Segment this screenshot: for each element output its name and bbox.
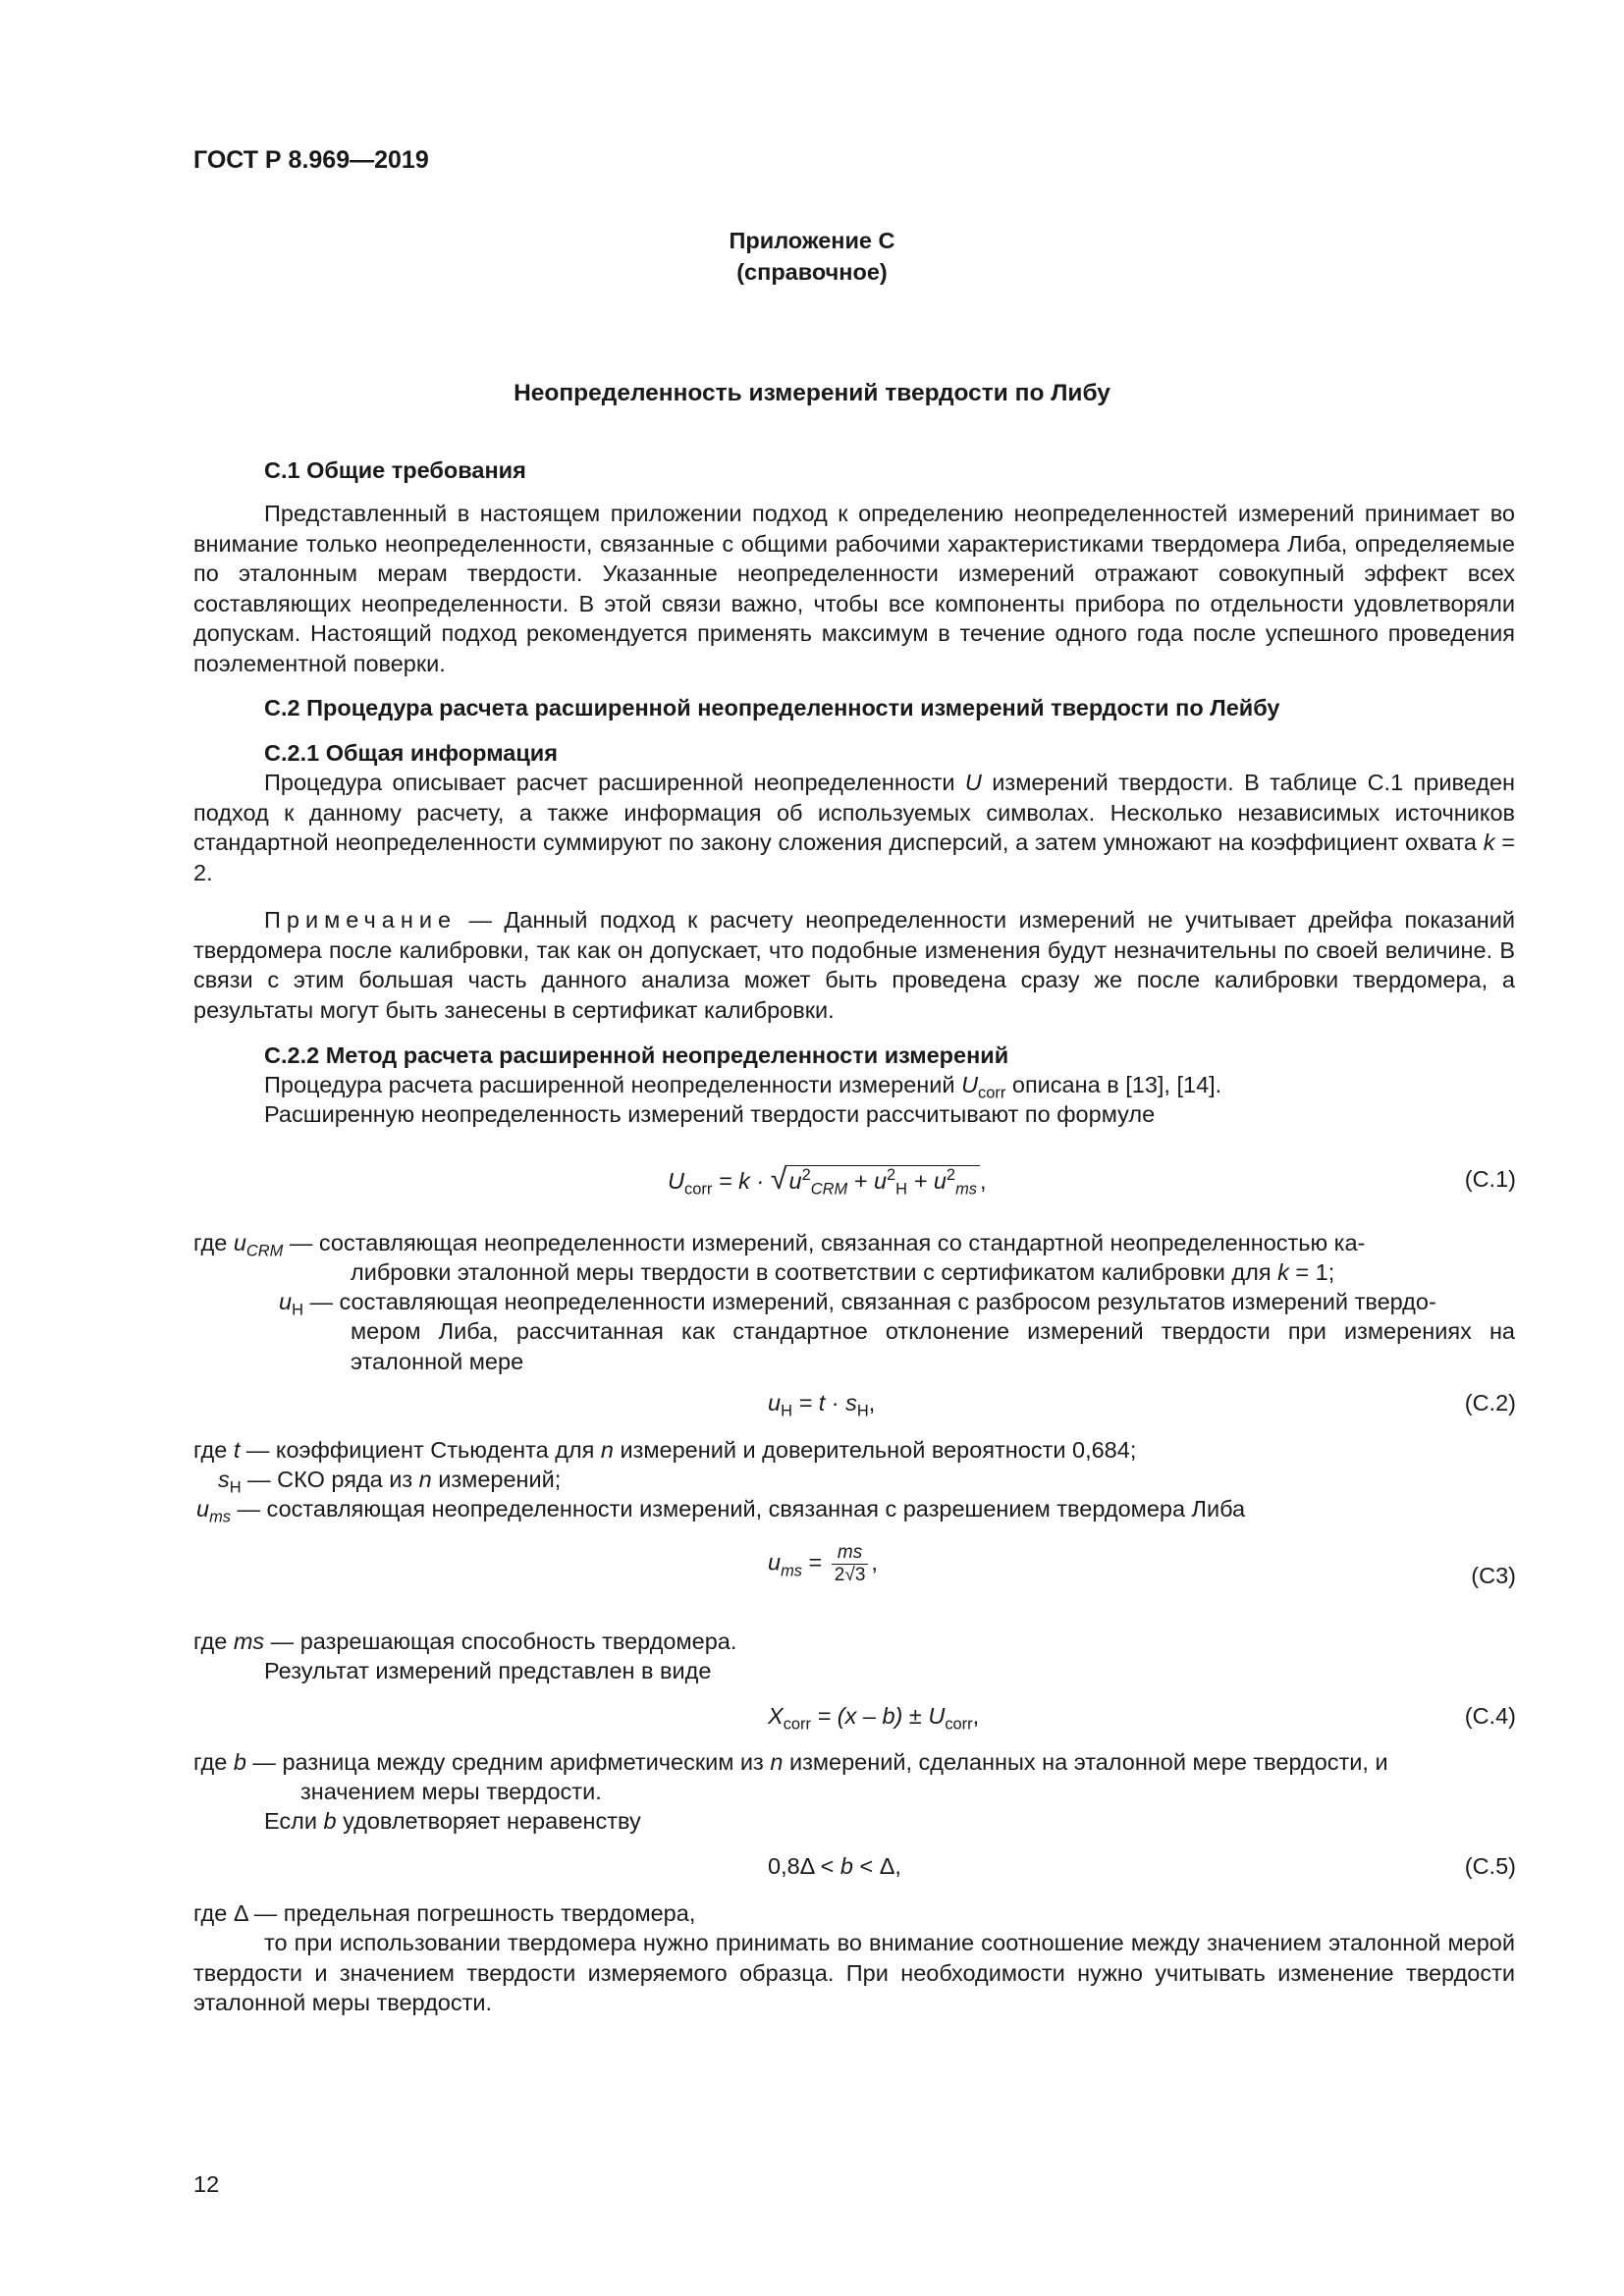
equation-c3-number: (С3) [1471,1563,1516,1588]
where-uh-line1: $u_H$ — составляющая неопределенности измерений, связанная с разбросом результатов измерений твердо- [279,1289,1436,1319]
where-b-line2: значением меры твердости. [300,1779,602,1804]
where-uh-line2: мером Либа, рассчитанная как стандартное отклонение измерений твердости при измерениях на эталонной мере [351,1318,1515,1374]
section-c21-heading: С.2.1 Общая информация [264,740,558,766]
page-number: 12 [193,2171,220,2197]
equation-c4: $X_{corr} = (x - b) \pm U_{corr}$, [768,1703,980,1734]
section-c1-heading: С.1 Общие требования [264,457,526,483]
where-sh-line: $s_H$ — СКО ряда из n измерений; [218,1467,562,1497]
radical-sign: √ [770,1162,787,1196]
where-ms-line: где ms — разрешающая способность твердомера. [193,1629,737,1654]
where-b-line1: где b — разница между средним арифметическим из n измерений, сделанных на эталонной мере твердости, и [193,1749,1388,1775]
equation-c4-number: (С.4) [1464,1703,1516,1729]
final-paragraph: то при использовании твердомера нужно принимать во внимание соотношение между значением эталонной мерой твердости и значением твердости измеряемого образца. При необходимости нужно учитывать изменение твердости эталонной меры твердости. [193,1930,1515,2015]
note-label: Примечание [264,907,458,933]
section-c22-heading: С.2.2 Метод расчета расширенной неопределенности измерений [264,1042,1009,1068]
equation-c2: $u_H = t \cdot s_H$, [768,1390,876,1420]
equation-c1: $U_{corr} = k \cdot √u^2_{CRM} + u^2_H + u^2_{ms}$ , [668,1162,987,1199]
equation-c1-number: (С.1) [1464,1166,1516,1192]
section-c2-heading: С.2 Процедура расчета расширенной неопределенности измерений твердости по Лейбу [264,695,1280,721]
appendix-title: Приложение С [729,228,895,253]
equation-c3-fraction: $\frac{ms}{2√3}$ [832,1542,869,1586]
where-ucrm-line2: либровки эталонной меры твердости в соответствии с сертификатом калибровки для k = 1; [351,1259,1335,1285]
section-c21-text: Процедура описывает расчет расширенной неопределенности U измерений твердости. В таблице С.1 приведен подход к данному расчету, а также информация об используемых символах. Несколько независимых источников стандартной неопределенности суммируют по закону сложения дисперсий, а затем умножают на коэффициент охвата k = 2. [193,770,1515,885]
where-ums-line: $u_{ms}$ — составляющая неопределенности измерений, связанная с разрешением твердомера Либа [196,1496,1246,1526]
section-c1-text: Представленный в настоящем приложении подход к определению неопределенностей измерений принимает во внимание только неопределенности, связанные с общими рабочими характеристиками твердомера Либа, определяемые по эталонным мерам твердости. Указанные неопределенности измерений отражают совокупный эффект всех составляющих неопределенности. В этой связи важно, чтобы все компоненты прибора по отдельности удовлетворяли допускам. Настоящий подход рекомендуется применять максимум в течение одного года после успешного проведения поэлементной поверки. [193,501,1515,676]
equation-c5: 0,8Δ < b < Δ, [768,1853,901,1879]
where-t-line: где t — коэффициент Стьюдента для n измерений и доверительной вероятности 0,684; [193,1437,1137,1463]
note-paragraph: Примечание — Данный подход к расчету неопределенности измерений не учитывает дрейфа показаний твердомера после калибровки, так как он допускает, что подобные изменения будут незначительны по своей величине. В связи с этим большая часть данного анализа может быть проведена сразу же после калибровки твердомера, а результаты могут быть занесены в сертификат калибровки. [193,907,1515,1023]
equation-c5-number: (С.5) [1464,1853,1516,1879]
where-ucrm-line1: где $u_{CRM}$ — составляющая неопределенности измерений, связанная со стандартной неопределенностью ка- [193,1230,1366,1260]
section-c22-line2: Расширенную неопределенность измерений твердости рассчитывают по формуле [264,1101,1156,1127]
result-line: Результат измерений представлен в виде [264,1658,712,1683]
if-line: Если b удовлетворяет неравенству [264,1808,641,1834]
equation-c1-radicand: $u^2_{CRM} + u^2_H + u^2_{ms}$ [786,1165,980,1197]
standard-code: ГОСТ Р 8.969—2019 [193,146,429,174]
equation-c3: $u_{ms}$ = $\frac{ms}{2√3}$ , [768,1542,878,1585]
equation-c2-number: (С.2) [1464,1390,1516,1415]
where-delta-line: где Δ — предельная погрешность твердомера, [193,1900,696,1926]
main-title: Неопределенность измерений твердости по Либу [514,380,1110,406]
section-c22-line1: Процедура расчета расширенной неопределенности измерений $U_{corr}$ описана в [13], [14]. [264,1072,1222,1102]
appendix-subtitle: (справочное) [736,259,888,285]
